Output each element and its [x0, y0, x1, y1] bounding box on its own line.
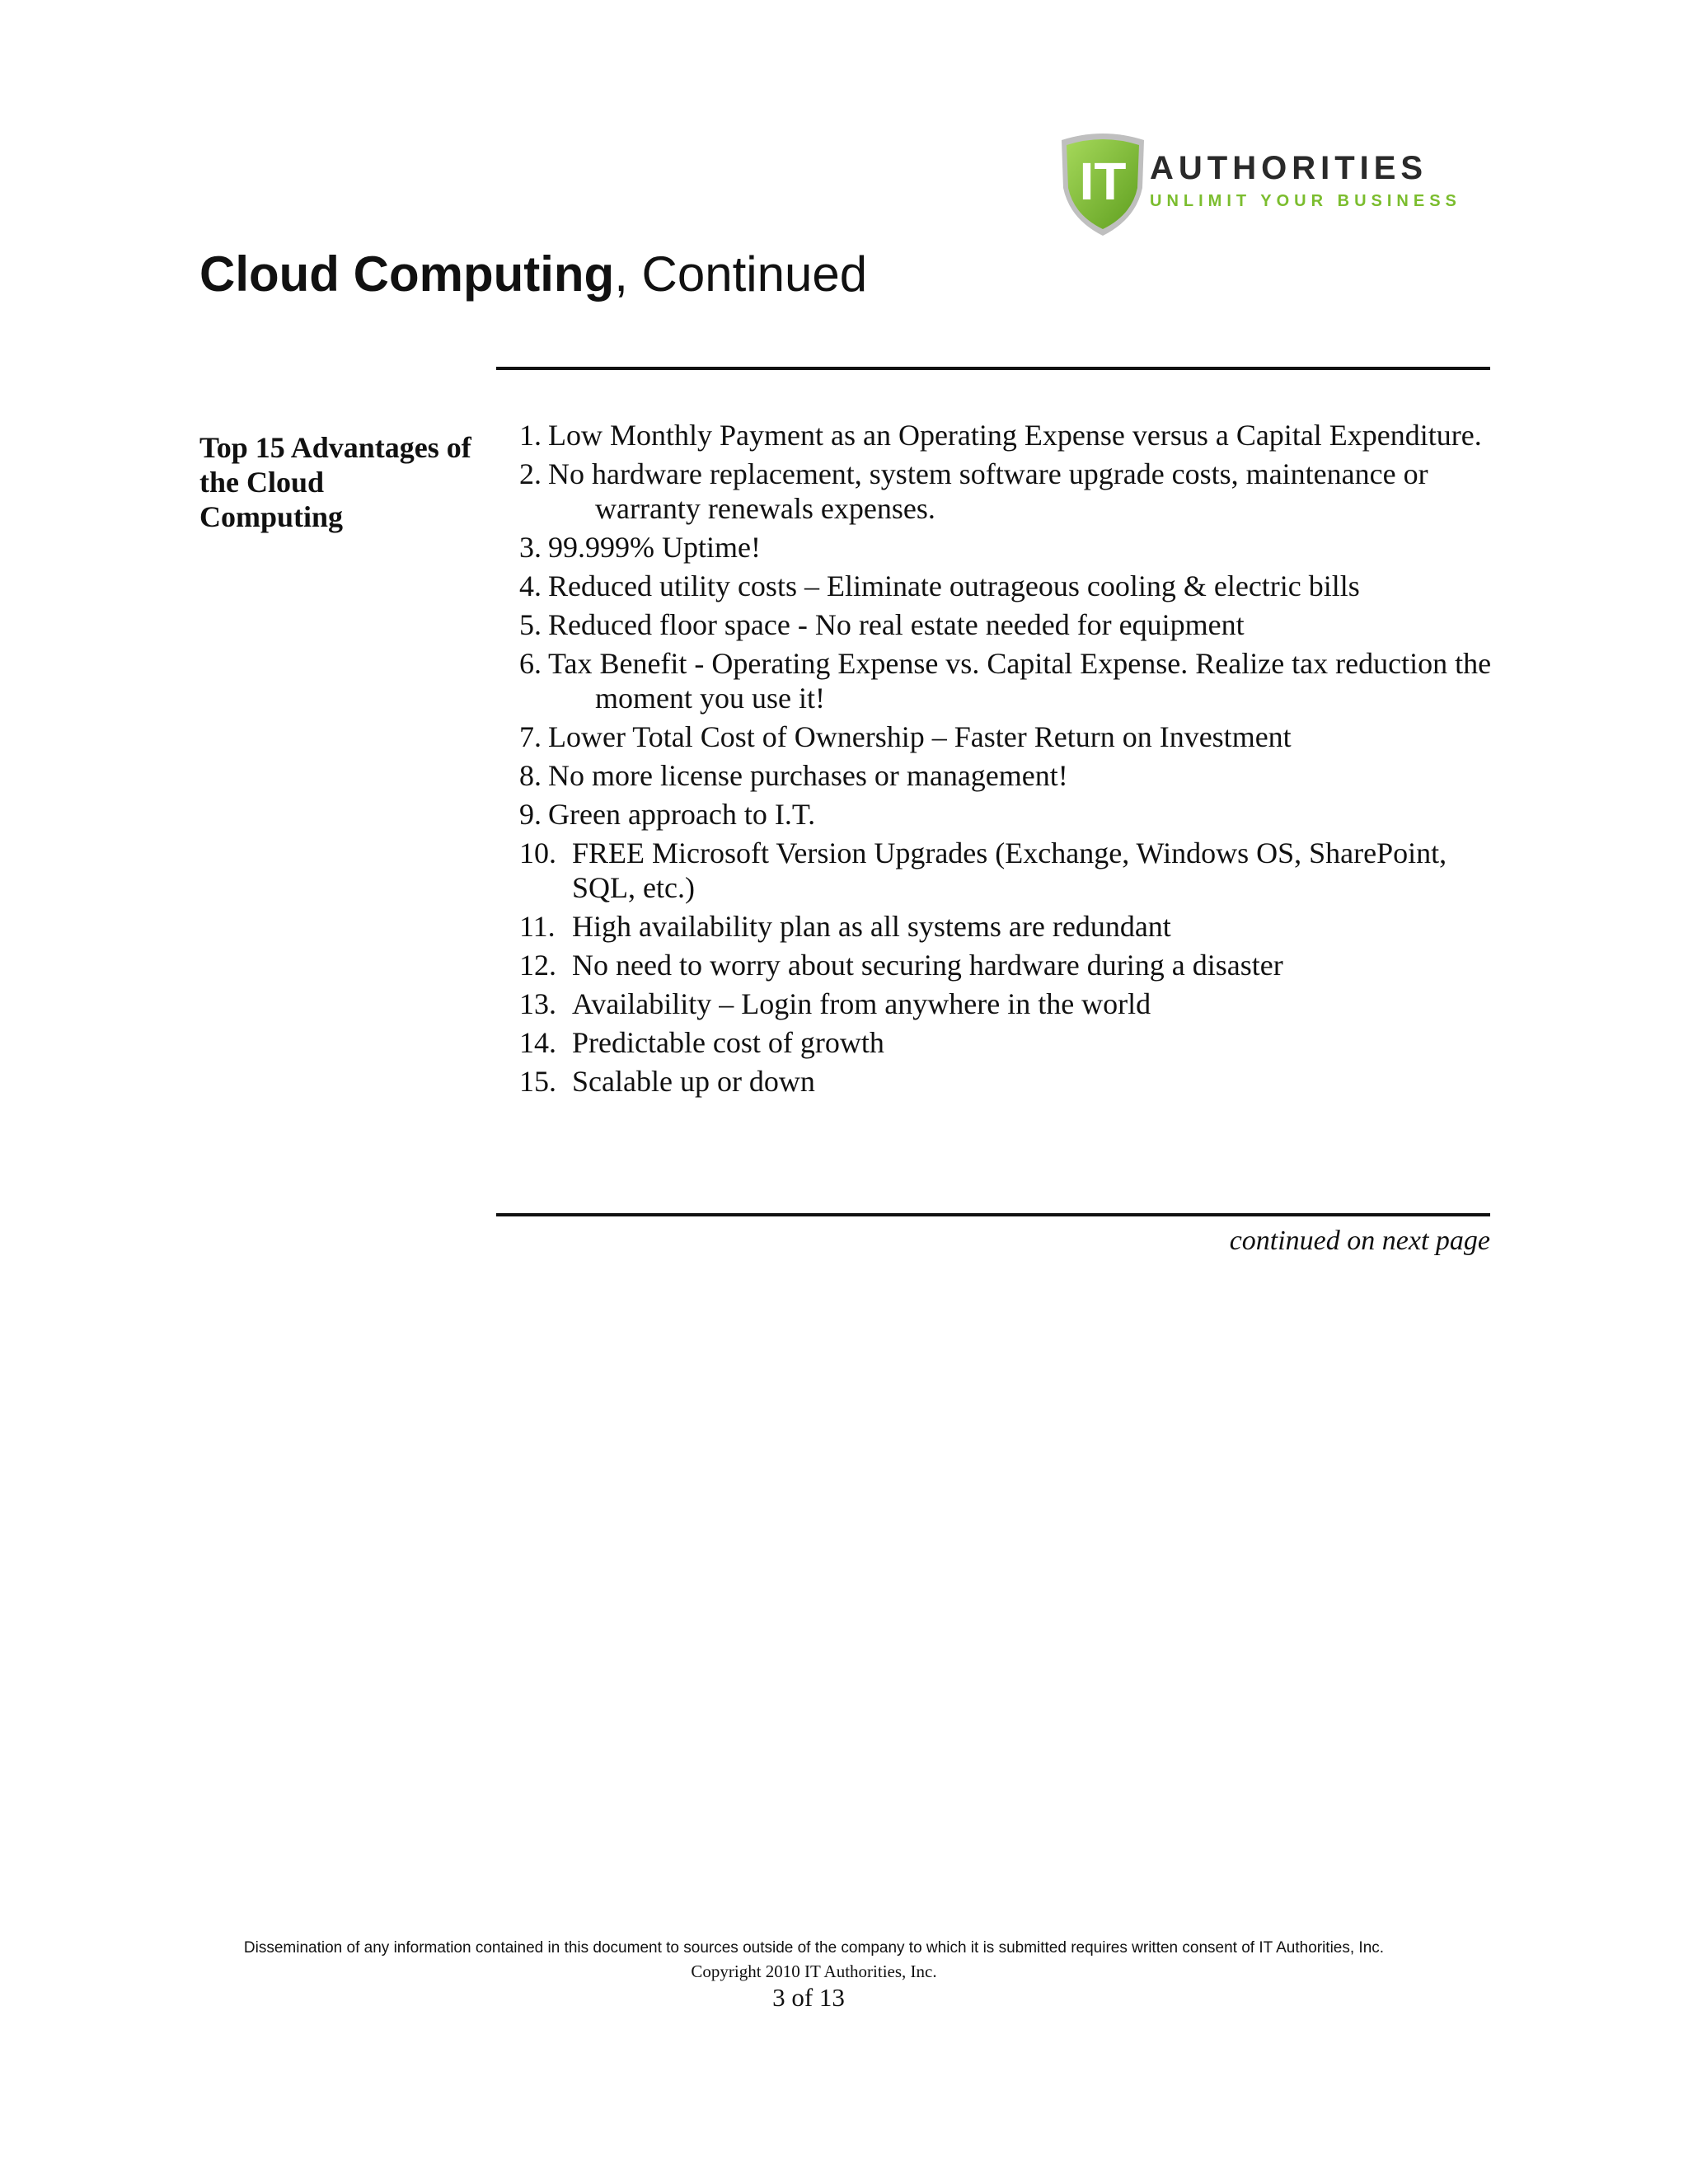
list-item	[519, 607, 1492, 642]
company-logo	[1053, 130, 1484, 241]
footer-copyright: Copyright 2010 IT Authorities, Inc.	[691, 1961, 937, 1981]
bottom-divider	[496, 1213, 1490, 1216]
list-item-text: FREE Microsoft Version Upgrades (Exchange, Windows OS, SharePoint, SQL, etc.)	[572, 837, 1447, 904]
list-item-text: 99.999% Uptime!	[548, 531, 761, 564]
list-item	[519, 1064, 1492, 1099]
list-item-text: Green approach to I.T.	[548, 798, 816, 831]
list-item	[519, 836, 1492, 905]
list-item-number: 7.	[519, 720, 542, 753]
list-item	[519, 987, 1492, 1021]
list-item-number: 6.	[519, 647, 542, 680]
list-item-text: Lower Total Cost of Ownership – Faster Return on Investment	[548, 720, 1292, 753]
logo-name: AUTHORITIES	[1150, 150, 1428, 186]
shield-icon	[1053, 130, 1152, 241]
list-item-text: High availability plan as all systems are redundant	[572, 910, 1171, 943]
list-item	[519, 457, 1492, 526]
list-item	[519, 948, 1492, 982]
top-divider	[496, 367, 1490, 370]
list-item-number: 14.	[519, 1026, 556, 1059]
page-title-bold: Cloud Computing	[199, 246, 615, 302]
list-item-text: No hardware replacement, system software upgrade costs, maintenance or warranty renewals expenses.	[548, 457, 1428, 525]
list-item-number: 4.	[519, 569, 542, 602]
section-heading: Top 15 Advantages of the Cloud Computing	[199, 431, 471, 533]
continued-note: continued on next page	[1229, 1226, 1490, 1256]
list-item-number: 5.	[519, 608, 542, 641]
list-item	[519, 1025, 1492, 1060]
list-item-text: No more license purchases or management!	[548, 759, 1068, 792]
list-item	[519, 530, 1492, 565]
list-item-text: No need to worry about securing hardware during a disaster	[572, 949, 1283, 982]
page-title	[199, 247, 867, 302]
list-item-number: 3.	[519, 531, 542, 564]
list-item-text: Reduced floor space - No real estate needed for equipment	[548, 608, 1245, 641]
list-item-text: Reduced utility costs – Eliminate outrageous cooling & electric bills	[548, 569, 1360, 602]
footer-notice: Dissemination of any information contained in this document to sources outside of the company to which it is submitted requires written consent of IT Authorities, Inc.	[243, 1939, 1385, 1957]
list-item-number: 9.	[519, 798, 542, 831]
list-item-number: 10.	[519, 837, 556, 869]
list-item-number: 2.	[519, 457, 542, 490]
advantages-list	[519, 418, 1492, 1103]
list-item-text: Predictable cost of growth	[572, 1026, 884, 1059]
list-item	[519, 797, 1492, 832]
list-item	[519, 909, 1492, 944]
list-item-text: Scalable up or down	[572, 1065, 815, 1098]
list-item	[519, 719, 1492, 754]
list-item-number: 11.	[519, 910, 556, 943]
page-number: 3 of 13	[772, 1983, 845, 2012]
list-item-text: Tax Benefit - Operating Expense vs. Capital Expense. Realize tax reduction the moment you use it!	[548, 647, 1492, 715]
list-item	[519, 758, 1492, 793]
list-item-text: Availability – Login from anywhere in the world	[572, 987, 1151, 1020]
list-item	[519, 646, 1492, 715]
list-item-number: 13.	[519, 987, 556, 1020]
list-item-number: 8.	[519, 759, 542, 792]
list-item-number: 1.	[519, 419, 542, 452]
list-item-text: Low Monthly Payment as an Operating Expense versus a Capital Expenditure.	[548, 419, 1482, 452]
logo-mark: IT	[1079, 152, 1127, 211]
list-item-number: 12.	[519, 949, 556, 982]
page-title-rest: , Continued	[614, 246, 868, 302]
logo-tagline: UNLIMIT YOUR BUSINESS	[1150, 192, 1461, 210]
list-item	[519, 569, 1492, 603]
list-item	[519, 418, 1492, 452]
list-item-number: 15.	[519, 1065, 556, 1098]
